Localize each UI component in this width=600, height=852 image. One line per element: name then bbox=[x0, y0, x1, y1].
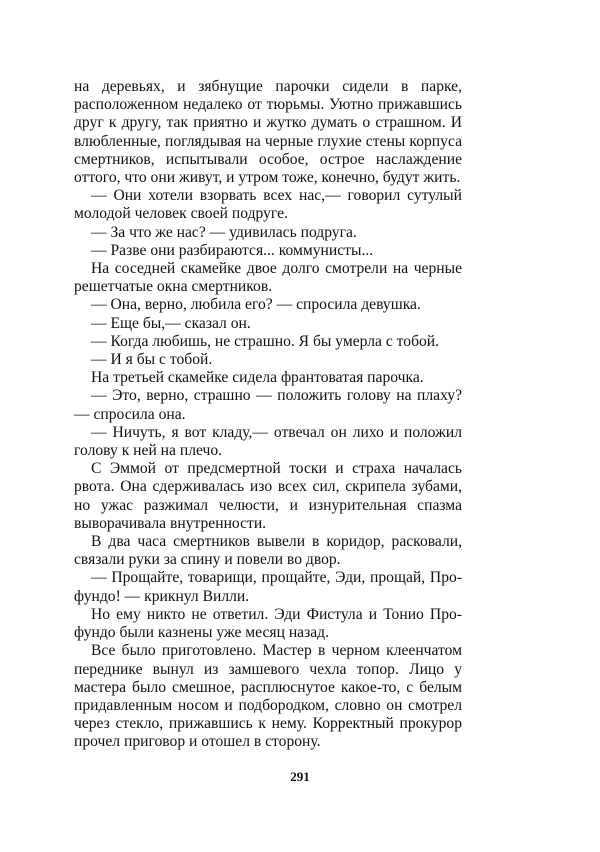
paragraph: На соседней скамейке двое долго смотрели на черные решетчатые окна смертников. bbox=[74, 260, 462, 296]
paragraph: — Ничуть, я вот кладу,— отвечал он лихо и положил голову к ней на плечо. bbox=[74, 423, 462, 460]
paragraph: — Они хотели взорвать всех нас,— говорил сутулый молодой человек своей подруге. bbox=[74, 187, 462, 223]
paragraph: Но ему никто не ответил. Эди Фистула и Тонио Профундо были казнены уже месяц назад. bbox=[74, 605, 462, 642]
paragraph: — Она, верно, любила его? — спросила девушка. bbox=[91, 296, 421, 314]
page-number: 291 bbox=[290, 769, 310, 784]
paragraph: — Еще бы,— сказал он. bbox=[91, 314, 251, 332]
paragraph: — Когда любишь, не страшно. Я бы умерла с тобой. bbox=[91, 332, 440, 350]
paragraph: На третьей скамейке сидела франтоватая парочка. bbox=[91, 369, 424, 387]
paragraph: — И я бы с тобой. bbox=[91, 351, 213, 369]
paragraph: Все было приготовлено. Мастер в черном клеенчатом переднике вынул из замшевого чехла топор. Лицо у мастера было смешное, расплюснутое какое-то, с белым придавленным носом и подбородком, словно он смотрел через стекло, прижавшись к нему. Корректный прокурор прочел приговор и отошел в сторону. bbox=[74, 642, 462, 751]
page-text bbox=[74, 78, 462, 752]
paragraph: — Разве они разбираются... коммунисты... bbox=[91, 241, 374, 259]
paragraph: С Эммой от предсмертной тоски и страха началась рвота. Она сдерживалась изо всех сил, скрипела зубами, но ужас разжимал челюсти, и изнурительная спазма выворачивала внутренности. bbox=[74, 460, 462, 532]
paragraph: — Прощайте, товарищи, прощайте, Эди, прощай, Профундо! — крикнул Вилли. bbox=[74, 569, 462, 605]
paragraph: — Это, верно, страшно — положить голову на плаху? — спросила она. bbox=[74, 387, 462, 423]
paragraph: на деревьях, и зябнущие парочки сидели в парке, расположенном недалеко от тюрьмы. Уютно прижавшись друг к другу, так приятно и жутко думать о страшном. И влюбленные, поглядывая на черные глухие стены корпуса смертников, испытывали особое, острое наслаждение оттого, что они живут, и утром тоже, конечно, будут жить. bbox=[74, 78, 462, 187]
paragraph: — За что же нас? — удивилась подруга. bbox=[91, 223, 357, 241]
paragraph: В два часа смертников вывели в коридор, расковали, связали руки за спину и повели во двор. bbox=[74, 533, 462, 569]
